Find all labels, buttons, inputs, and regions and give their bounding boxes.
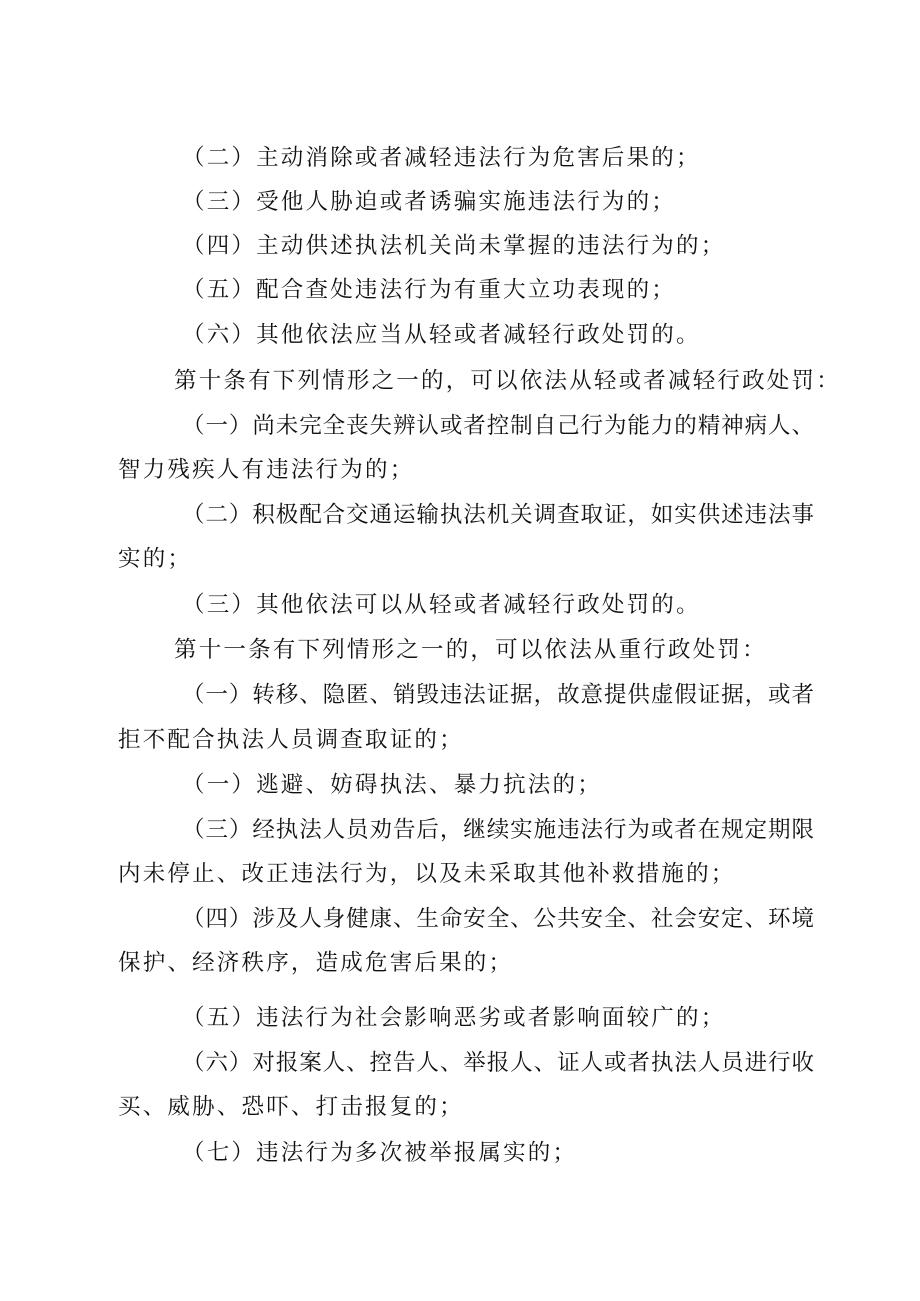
text-line: （一）逃避、妨碍执法、暴力抗法的；: [182, 772, 602, 798]
text-line: （一）转移、隐匿、销毁违法证据，故意提供虚假证据，或者: [182, 682, 814, 708]
text-line: 内未停止、改正违法行为，以及未采取其他补救措施的；: [118, 861, 736, 887]
text-line: 买、威胁、恐吓、打击报复的；: [118, 1094, 464, 1120]
text-line: （五）违法行为社会影响恶劣或者影响面较广的；: [182, 1005, 726, 1031]
text-line: 第十一条有下列情形之一的，可以依法从重行政处罚：: [174, 637, 767, 663]
text-line: 拒不配合执法人员调查取证的；: [118, 727, 464, 753]
text-line: （六）对报案人、控告人、举报人、证人或者执法人员进行收: [182, 1050, 814, 1076]
text-line: （二）主动消除或者减轻违法行为危害后果的；: [182, 145, 701, 171]
text-line: 智力残疾人有违法行为的；: [118, 457, 415, 483]
text-line: （三）受他人胁迫或者诱骗实施违法行为的；: [182, 189, 677, 215]
text-line: （二）积极配合交通运输执法机关调查取证，如实供述违法事: [182, 502, 814, 528]
text-line: 第十条有下列情形之一的，可以依法从轻或者减轻行政处罚：: [174, 368, 841, 394]
text-line: （三）其他依法可以从轻或者减轻行政处罚的。: [182, 592, 701, 618]
text-line: （一）尚未完全丧失辨认或者控制自己行为能力的精神病人、: [182, 413, 814, 439]
text-line: （七）违法行为多次被举报属实的；: [182, 1140, 578, 1166]
text-line: （四）主动供述执法机关尚未掌握的违法行为的；: [182, 233, 726, 259]
text-line: （四）涉及人身健康、生命安全、公共安全、社会安定、环境: [182, 906, 814, 932]
text-line: 保护、经济秩序，造成危害后果的；: [118, 950, 514, 976]
text-line: （三）经执法人员劝告后，继续实施违法行为或者在规定期限: [182, 817, 814, 843]
text-line: （五）配合查处违法行为有重大立功表现的；: [182, 277, 677, 303]
text-line: 实的；: [118, 546, 193, 572]
text-line: （六）其他依法应当从轻或者减轻行政处罚的。: [182, 322, 701, 348]
